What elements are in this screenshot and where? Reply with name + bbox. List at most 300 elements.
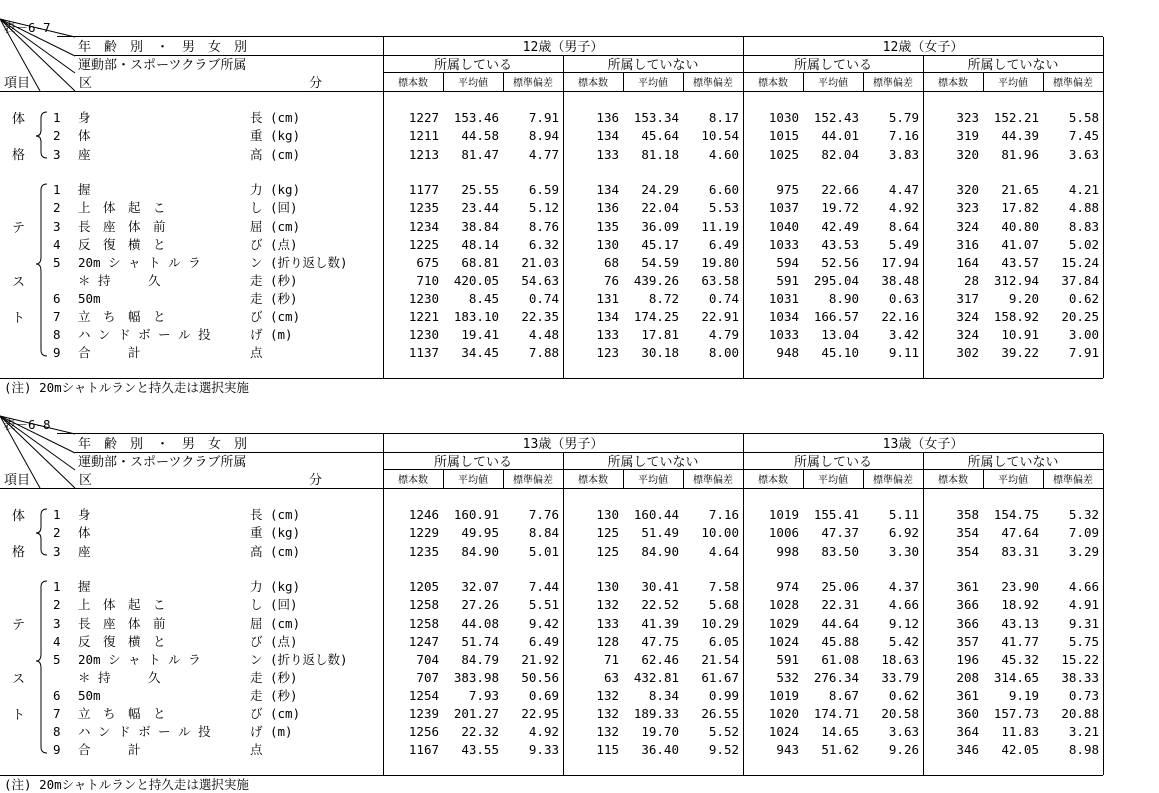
- row-item-name: 20m シ ャ ト ル ラ: [78, 255, 201, 270]
- row-value: 115: [596, 742, 619, 757]
- row-value: 84.90: [461, 544, 499, 559]
- row-value: 0.62: [888, 688, 919, 703]
- row-value: 43.53: [821, 237, 859, 252]
- row-number: 5: [53, 255, 61, 270]
- row-unit: (cm): [270, 616, 301, 631]
- header-bun: 分: [309, 473, 323, 488]
- row-item-name: 身: [78, 110, 91, 125]
- row-value: 22.32: [461, 724, 499, 739]
- row-value: 1239: [408, 706, 439, 721]
- section-test-label: ス: [12, 275, 26, 290]
- row-item-name: 立 ち 幅 と: [78, 706, 166, 721]
- row-value: 42.49: [821, 219, 859, 234]
- row-value: 1020: [768, 706, 799, 721]
- row-value: 51.74: [461, 634, 499, 649]
- row-value: 125: [596, 544, 619, 559]
- row-value: 84.79: [461, 652, 499, 667]
- row-value: 45.10: [821, 345, 859, 360]
- row-item-end: び: [250, 237, 263, 252]
- row-value: 189.33: [633, 706, 679, 721]
- row-value: 71: [603, 652, 619, 667]
- stat-header: 平均値: [818, 78, 848, 89]
- row-item-name: 座: [78, 544, 91, 559]
- row-unit: (cm): [270, 507, 301, 522]
- row-value: 1040: [768, 219, 799, 234]
- row-value: 1247: [408, 634, 439, 649]
- row-value: 61.67: [701, 670, 739, 685]
- row-number: 3: [53, 219, 61, 234]
- row-value: 1254: [408, 688, 439, 703]
- row-item-end: 力: [250, 182, 263, 197]
- row-item-end: し: [250, 597, 263, 612]
- row-value: 43.55: [461, 742, 499, 757]
- row-value: 1246: [408, 507, 439, 522]
- row-unit: (秒): [270, 688, 298, 703]
- row-value: 25.06: [821, 579, 859, 594]
- header-kubun: 区: [79, 473, 93, 488]
- row-value: 1205: [408, 579, 439, 594]
- row-value: 84.90: [641, 544, 679, 559]
- row-value: 9.42: [528, 616, 559, 631]
- row-value: 314.65: [993, 670, 1039, 685]
- row-value: 1234: [408, 219, 439, 234]
- stat-header: 標準偏差: [513, 475, 553, 486]
- row-value: 63.58: [701, 273, 739, 288]
- row-value: 47.37: [821, 525, 859, 540]
- row-value: 591: [776, 273, 799, 288]
- row-value: 25.55: [461, 182, 499, 197]
- row-value: 6.49: [528, 634, 559, 649]
- row-value: 4.47: [888, 182, 919, 197]
- row-value: 157.73: [993, 706, 1039, 721]
- row-unit: (回): [270, 597, 298, 612]
- row-value: 42.05: [1001, 742, 1039, 757]
- row-value: 20.88: [1061, 706, 1099, 721]
- row-value: 7.76: [528, 507, 559, 522]
- row-value: 1258: [408, 616, 439, 631]
- row-value: 9.52: [708, 742, 739, 757]
- row-item-end: 長: [250, 110, 263, 125]
- header-kubun: 区: [79, 76, 93, 91]
- row-value: 27.26: [461, 597, 499, 612]
- stat-header: 標本数: [578, 78, 608, 89]
- row-value: 5.58: [1068, 110, 1099, 125]
- row-value: 364: [956, 724, 979, 739]
- row-value: 1221: [408, 309, 439, 324]
- brace-test: [36, 581, 47, 753]
- stat-header: 標本数: [758, 475, 788, 486]
- row-value: 133: [596, 327, 619, 342]
- row-value: 439.26: [633, 273, 679, 288]
- row-value: 3.00: [1068, 327, 1099, 342]
- row-value: 36.40: [641, 742, 679, 757]
- row-value: 30.41: [641, 579, 679, 594]
- row-value: 323: [956, 200, 979, 215]
- section-body-label: 体: [12, 112, 26, 127]
- row-item-name: 50m: [78, 688, 101, 703]
- row-value: 1006: [768, 525, 799, 540]
- row-value: 1235: [408, 200, 439, 215]
- row-value: 21.03: [521, 255, 559, 270]
- row-item-name: 反 復 横 と: [78, 237, 166, 252]
- brace-body: [36, 509, 47, 555]
- row-number: 4: [53, 237, 61, 252]
- row-unit: (cm): [270, 544, 301, 559]
- row-value: 83.50: [821, 544, 859, 559]
- row-item-name: ハ ン ド ボ ー ル 投: [78, 724, 211, 739]
- row-value: 5.32: [1068, 507, 1099, 522]
- row-value: 54.63: [521, 273, 559, 288]
- row-value: 1033: [768, 327, 799, 342]
- row-value: 5.52: [708, 724, 739, 739]
- row-number: 2: [53, 200, 61, 215]
- section-body-label: 体: [12, 509, 26, 524]
- row-value: 6.32: [528, 237, 559, 252]
- row-value: 33.79: [881, 670, 919, 685]
- row-value: 51.49: [641, 525, 679, 540]
- stat-header: 平均値: [638, 78, 668, 89]
- row-value: 8.64: [888, 219, 919, 234]
- row-item-name: 長 座 体 前: [78, 219, 166, 234]
- row-item-name: 長 座 体 前: [78, 616, 166, 631]
- row-value: 4.37: [888, 579, 919, 594]
- row-value: 9.19: [1008, 688, 1039, 703]
- membership-label: 所属している: [793, 58, 873, 73]
- row-value: 21.92: [521, 652, 559, 667]
- row-item-name: ハ ン ド ボ ー ル 投: [78, 327, 211, 342]
- row-value: 24.29: [641, 182, 679, 197]
- row-value: 28: [963, 273, 979, 288]
- row-value: 1030: [768, 110, 799, 125]
- row-number: 6: [53, 688, 61, 703]
- row-value: 10.00: [701, 525, 739, 540]
- stat-header: 標本数: [398, 475, 428, 486]
- row-value: 174.71: [813, 706, 859, 721]
- row-value: 0.62: [1068, 291, 1099, 306]
- row-value: 22.91: [701, 309, 739, 324]
- row-value: 10.29: [701, 616, 739, 631]
- row-value: 63: [603, 670, 619, 685]
- row-value: 38.48: [881, 273, 919, 288]
- row-value: 8.98: [1068, 742, 1099, 757]
- row-number: 3: [53, 147, 61, 162]
- row-unit: (kg): [270, 579, 301, 594]
- row-item-name: 立 ち 幅 と: [78, 309, 166, 324]
- row-value: 132: [596, 706, 619, 721]
- row-number: 9: [53, 345, 61, 360]
- row-value: 45.88: [821, 634, 859, 649]
- row-value: 19.70: [641, 724, 679, 739]
- row-value: 8.90: [828, 291, 859, 306]
- row-value: 975: [776, 182, 799, 197]
- row-value: 7.45: [1068, 128, 1099, 143]
- table-note: (注) 20mシャトルランと持久走は選択実施: [4, 777, 249, 792]
- row-value: 1015: [768, 128, 799, 143]
- row-value: 50.56: [521, 670, 559, 685]
- row-value: 44.01: [821, 128, 859, 143]
- row-value: 0.63: [888, 291, 919, 306]
- row-value: 44.39: [1001, 128, 1039, 143]
- row-value: 132: [596, 724, 619, 739]
- row-value: 9.31: [1068, 616, 1099, 631]
- row-value: 3.30: [888, 544, 919, 559]
- section-body-label: 格: [12, 545, 26, 560]
- row-item-end: 屈: [250, 616, 263, 631]
- row-value: 5.79: [888, 110, 919, 125]
- row-value: 152.43: [813, 110, 859, 125]
- row-value: 312.94: [993, 273, 1039, 288]
- row-value: 6.49: [708, 237, 739, 252]
- row-value: 1177: [408, 182, 439, 197]
- row-value: 8.83: [1068, 219, 1099, 234]
- row-unit: (kg): [270, 128, 301, 143]
- row-value: 5.01: [528, 544, 559, 559]
- row-value: 5.68: [708, 597, 739, 612]
- row-value: 22.31: [821, 597, 859, 612]
- row-value: 7.44: [528, 579, 559, 594]
- row-value: 131: [596, 291, 619, 306]
- row-value: 125: [596, 525, 619, 540]
- header-membership: 運動部・スポーツクラブ所属: [78, 58, 247, 73]
- row-value: 675: [416, 255, 439, 270]
- row-unit: (折り返し数): [270, 652, 348, 667]
- row-item-end: 走: [250, 688, 263, 703]
- stat-header: 標準偏差: [1053, 78, 1093, 89]
- row-value: 0.74: [708, 291, 739, 306]
- row-item-end: 重: [250, 525, 263, 540]
- row-item-end: び: [250, 706, 263, 721]
- row-value: 5.02: [1068, 237, 1099, 252]
- row-value: 40.80: [1001, 219, 1039, 234]
- row-value: 5.75: [1068, 634, 1099, 649]
- row-value: 134: [596, 128, 619, 143]
- row-value: 54.59: [641, 255, 679, 270]
- row-number: 1: [53, 110, 61, 125]
- row-value: 354: [956, 525, 979, 540]
- row-value: 45.64: [641, 128, 679, 143]
- row-value: 37.84: [1061, 273, 1099, 288]
- stat-header: 標準偏差: [693, 475, 733, 486]
- row-unit: (m): [270, 724, 293, 739]
- row-value: 22.35: [521, 309, 559, 324]
- row-item-name: 握: [78, 182, 91, 197]
- row-value: 710: [416, 273, 439, 288]
- row-item-name: 合 計: [78, 345, 141, 360]
- row-value: 3.63: [1068, 147, 1099, 162]
- stat-header: 標準偏差: [873, 475, 913, 486]
- row-value: 136: [596, 110, 619, 125]
- row-number: 3: [53, 544, 61, 559]
- stat-header: 平均値: [638, 475, 668, 486]
- row-value: 5.51: [528, 597, 559, 612]
- header-age-gender: 年 齢 別 ・ 男 女 別: [78, 40, 248, 55]
- row-value: 20.25: [1061, 309, 1099, 324]
- row-value: 1031: [768, 291, 799, 306]
- row-value: 7.16: [708, 507, 739, 522]
- row-value: 48.14: [461, 237, 499, 252]
- row-number: 8: [53, 327, 61, 342]
- row-value: 1029: [768, 616, 799, 631]
- row-unit: (秒): [270, 273, 298, 288]
- row-value: 11.19: [701, 219, 739, 234]
- row-value: 5.11: [888, 507, 919, 522]
- row-value: 4.91: [1068, 597, 1099, 612]
- row-unit: (折り返し数): [270, 255, 348, 270]
- membership-label: 所属していない: [607, 58, 699, 73]
- row-item-end: 高: [250, 544, 263, 559]
- row-value: 7.93: [468, 688, 499, 703]
- row-item-end: し: [250, 200, 263, 215]
- row-unit: (kg): [270, 525, 301, 540]
- stat-header: 標本数: [938, 78, 968, 89]
- row-value: 174.25: [633, 309, 679, 324]
- row-value: 38.33: [1061, 670, 1099, 685]
- row-item-end: 力: [250, 579, 263, 594]
- row-value: 9.20: [1008, 291, 1039, 306]
- stat-header: 平均値: [998, 78, 1028, 89]
- row-value: 41.07: [1001, 237, 1039, 252]
- row-value: 8.34: [648, 688, 679, 703]
- row-value: 1033: [768, 237, 799, 252]
- header-membership: 運動部・スポーツクラブ所属: [78, 455, 247, 470]
- row-value: 4.48: [528, 327, 559, 342]
- section-test-label: ス: [12, 672, 26, 687]
- row-value: 201.27: [453, 706, 499, 721]
- row-value: 1025: [768, 147, 799, 162]
- row-unit: (cm): [270, 110, 301, 125]
- brace-body: [36, 112, 47, 158]
- row-number: 2: [53, 525, 61, 540]
- row-value: 4.79: [708, 327, 739, 342]
- row-number: 3: [53, 616, 61, 631]
- row-unit: (cm): [270, 219, 301, 234]
- row-value: 4.88: [1068, 200, 1099, 215]
- row-item-name: 体: [78, 525, 91, 540]
- row-value: 432.81: [633, 670, 679, 685]
- row-value: 7.88: [528, 345, 559, 360]
- row-value: 164: [956, 255, 979, 270]
- row-unit: (m): [270, 327, 293, 342]
- row-item-name: 上 体 起 こ: [78, 597, 166, 612]
- row-number: 6: [53, 291, 61, 306]
- row-value: 22.16: [881, 309, 919, 324]
- row-number: 9: [53, 742, 61, 757]
- group-label-male: 13歳（男子）: [522, 437, 604, 452]
- row-value: 324: [956, 219, 979, 234]
- row-number: 2: [53, 597, 61, 612]
- row-value: 4.60: [708, 147, 739, 162]
- row-value: 44.64: [821, 616, 859, 631]
- membership-label: 所属していない: [967, 455, 1059, 470]
- membership-label: 所属していない: [607, 455, 699, 470]
- section-test-label: ト: [12, 708, 26, 723]
- row-value: 208: [956, 670, 979, 685]
- row-value: 8.76: [528, 219, 559, 234]
- row-number: 1: [53, 182, 61, 197]
- row-value: 7.58: [708, 579, 739, 594]
- stat-header: 標準偏差: [1053, 475, 1093, 486]
- stat-header: 標準偏差: [873, 78, 913, 89]
- row-value: 1227: [408, 110, 439, 125]
- row-unit: (点): [270, 237, 298, 252]
- row-value: 4.64: [708, 544, 739, 559]
- row-value: 43.57: [1001, 255, 1039, 270]
- row-value: 8.84: [528, 525, 559, 540]
- row-value: 8.94: [528, 128, 559, 143]
- row-value: 0.99: [708, 688, 739, 703]
- row-item-name: 50m: [78, 291, 101, 306]
- row-value: 154.75: [993, 507, 1039, 522]
- row-value: 41.39: [641, 616, 679, 631]
- row-value: 361: [956, 688, 979, 703]
- stat-header: 平均値: [998, 475, 1028, 486]
- row-value: 133: [596, 616, 619, 631]
- row-value: 1256: [408, 724, 439, 739]
- row-value: 4.66: [888, 597, 919, 612]
- row-value: 47.75: [641, 634, 679, 649]
- row-value: 166.57: [813, 309, 859, 324]
- row-value: 4.77: [528, 147, 559, 162]
- table-6-8: [0, 397, 1159, 793]
- row-value: 1229: [408, 525, 439, 540]
- row-item-end: ン: [250, 255, 263, 270]
- row-value: 123: [596, 345, 619, 360]
- row-value: 17.81: [641, 327, 679, 342]
- section-body-label: 格: [12, 148, 26, 163]
- row-item-name: ＊ 持 久: [78, 273, 161, 288]
- row-item-name: 合 計: [78, 742, 141, 757]
- row-value: 19.41: [461, 327, 499, 342]
- row-value: 135: [596, 219, 619, 234]
- row-value: 62.46: [641, 652, 679, 667]
- row-value: 974: [776, 579, 799, 594]
- row-value: 160.91: [453, 507, 499, 522]
- row-value: 128: [596, 634, 619, 649]
- stat-header: 標準偏差: [693, 78, 733, 89]
- row-value: 1235: [408, 544, 439, 559]
- table-title: 表－6-8: [3, 417, 51, 432]
- row-number: 7: [53, 309, 61, 324]
- stat-header: 標本数: [398, 78, 428, 89]
- row-value: 3.29: [1068, 544, 1099, 559]
- row-value: 19.80: [701, 255, 739, 270]
- row-unit: (kg): [270, 182, 301, 197]
- row-value: 420.05: [453, 273, 499, 288]
- row-value: 594: [776, 255, 799, 270]
- row-value: 32.07: [461, 579, 499, 594]
- row-item-end: 走: [250, 291, 263, 306]
- row-value: 22.66: [821, 182, 859, 197]
- row-value: 998: [776, 544, 799, 559]
- membership-label: 所属していない: [967, 58, 1059, 73]
- row-value: 6.05: [708, 634, 739, 649]
- header-age-gender: 年 齢 別 ・ 男 女 別: [78, 437, 248, 452]
- row-item-end: 高: [250, 147, 263, 162]
- row-value: 0.69: [528, 688, 559, 703]
- row-value: 1230: [408, 327, 439, 342]
- row-item-end: げ: [250, 724, 263, 739]
- table-title: 表－6-7: [3, 20, 51, 35]
- row-item-end: 重: [250, 128, 263, 143]
- row-value: 8.67: [828, 688, 859, 703]
- row-unit: (cm): [270, 706, 301, 721]
- row-item-end: げ: [250, 327, 263, 342]
- row-item-end: び: [250, 634, 263, 649]
- row-value: 9.11: [888, 345, 919, 360]
- row-value: 276.34: [813, 670, 859, 685]
- stat-header: 標本数: [758, 78, 788, 89]
- row-number: 4: [53, 634, 61, 649]
